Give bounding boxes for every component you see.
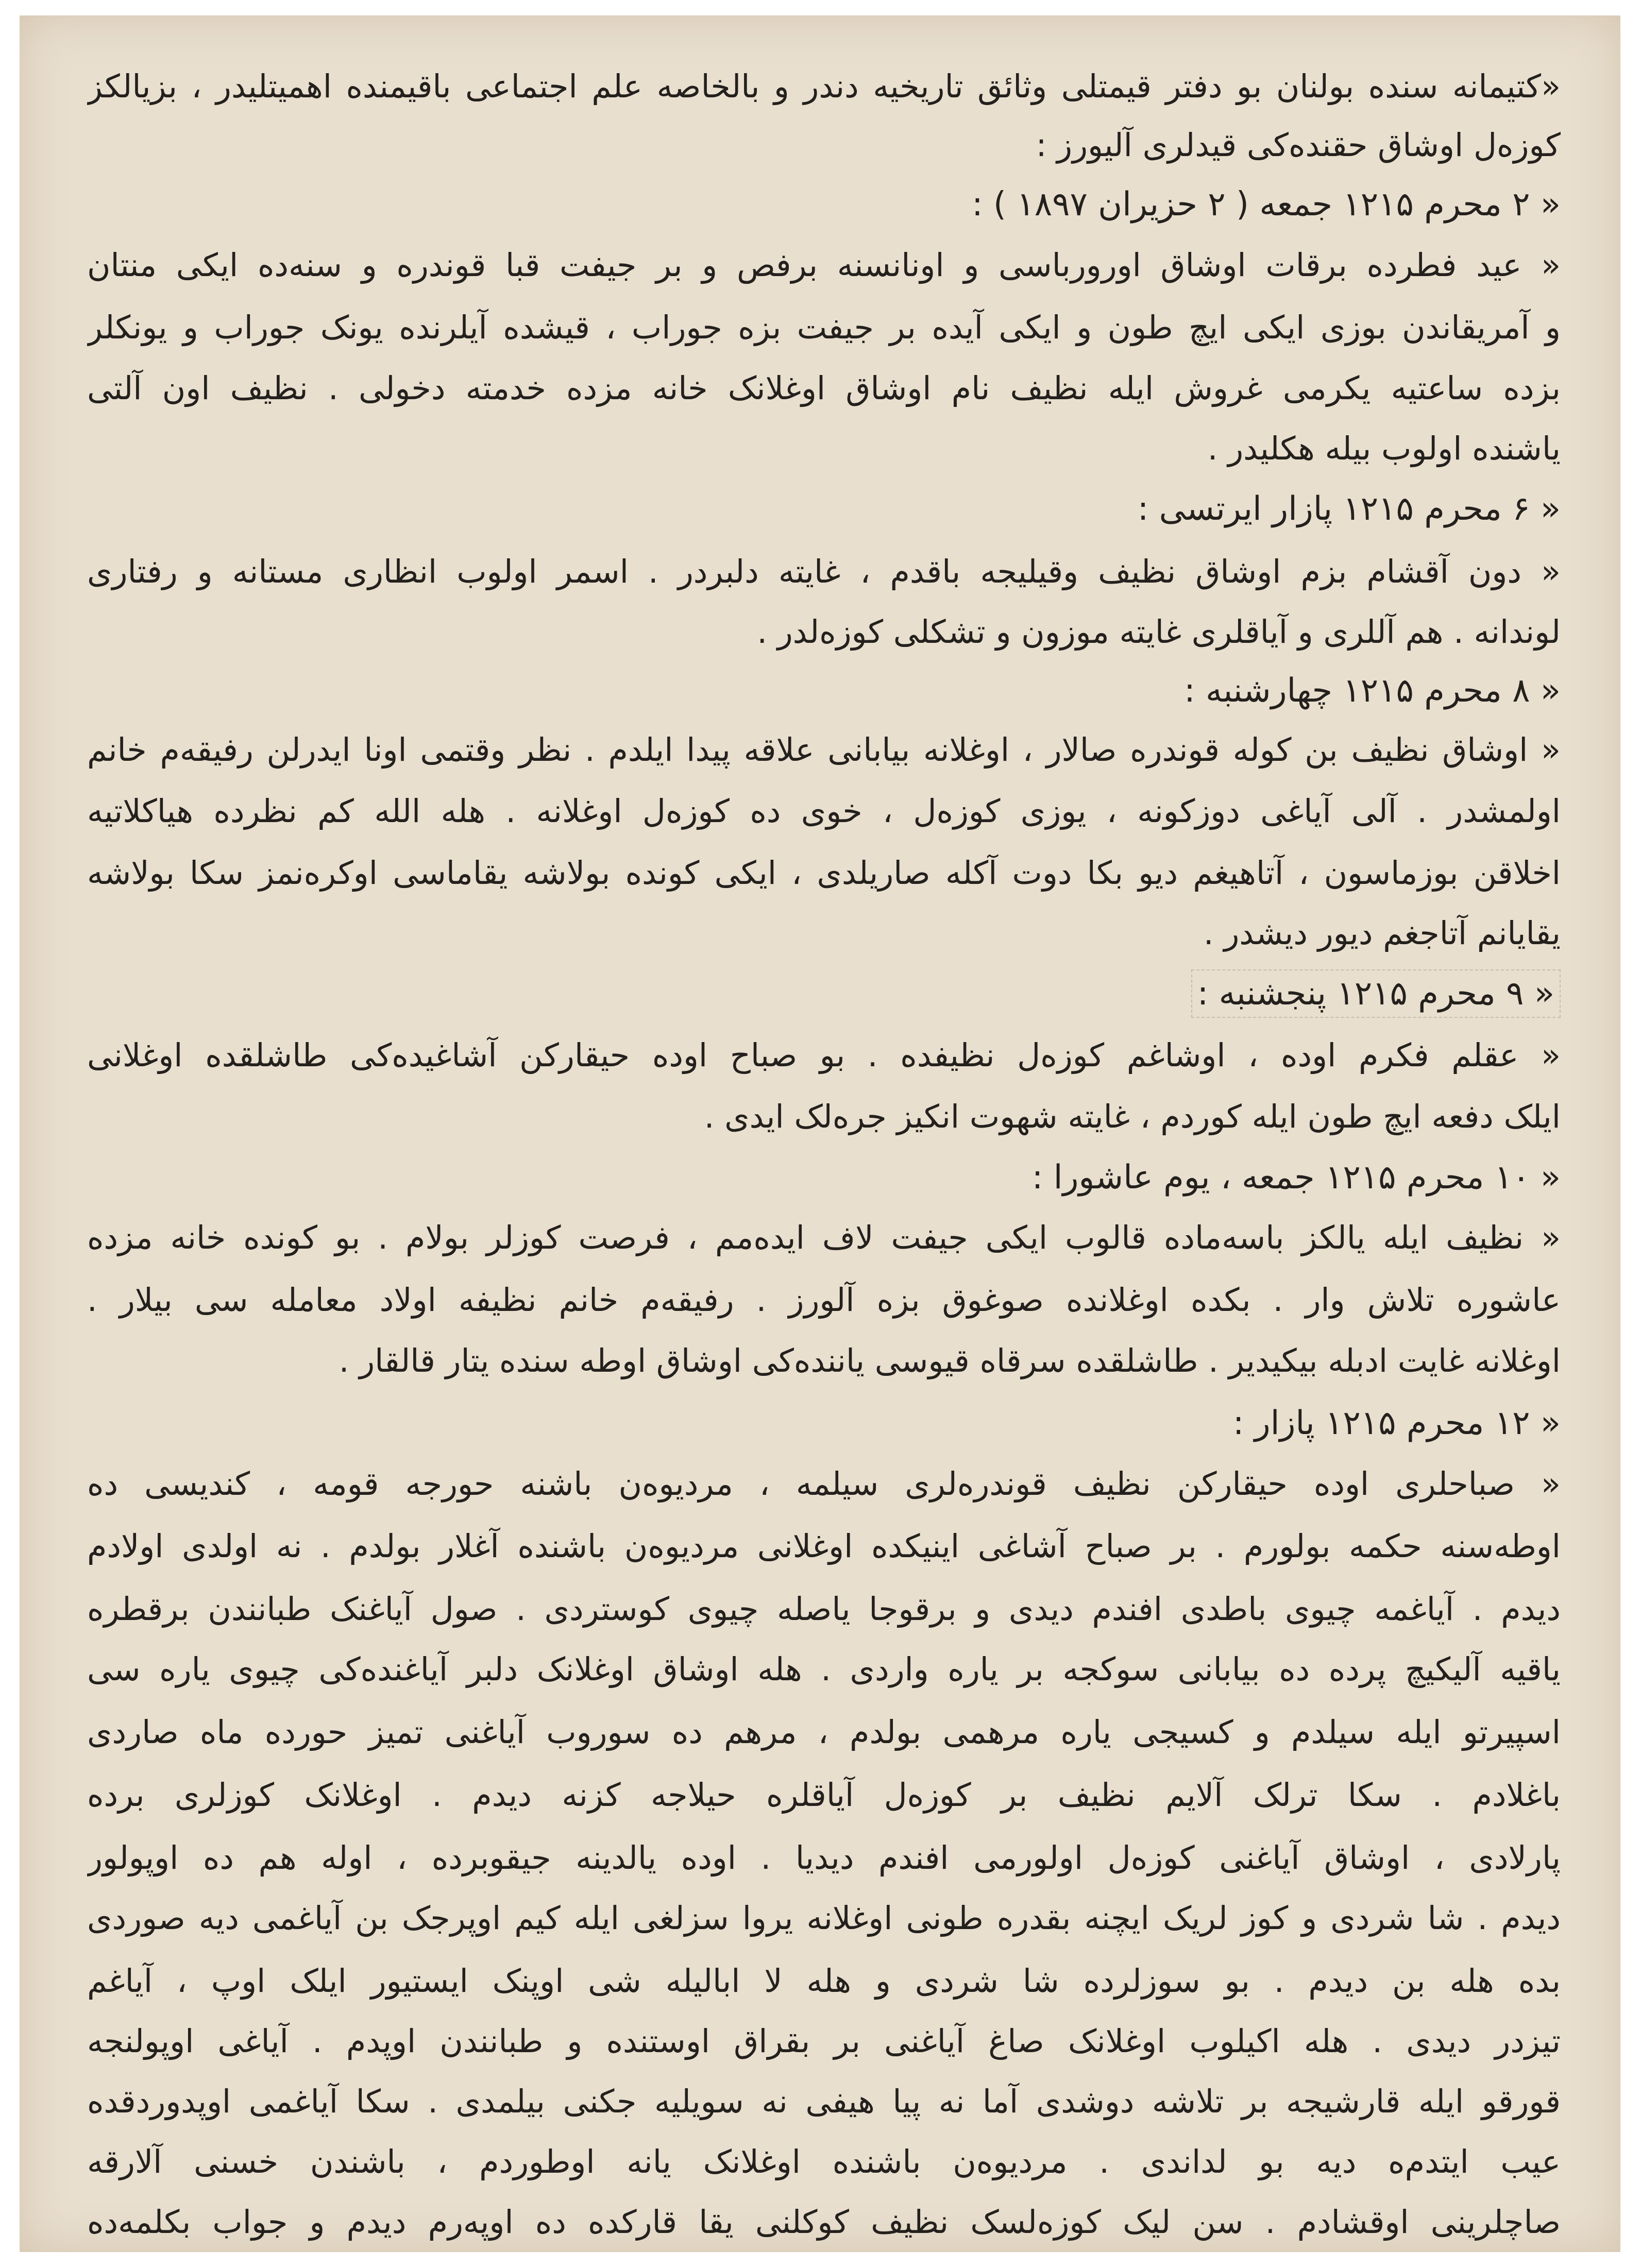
manuscript-line bbox=[87, 1518, 1561, 1575]
manuscript-page bbox=[20, 15, 1620, 2252]
manuscript-line bbox=[87, 117, 1561, 174]
line-text: « اوشاق نظیف بن کوله قوندره صالار ، اوغلانه بیابانی علاقه پیدا ایلدم . نظر وقتمی اونا ایدرلن رفیقه‌م خانم bbox=[87, 731, 1561, 769]
manuscript-line bbox=[87, 604, 1561, 660]
manuscript-line bbox=[87, 2134, 1561, 2190]
line-text: و آمریقاندن بوزی ایکی ایچ طون و ایکی آیده بر جیفت بزه جوراب ، قیشده آیلرنده یونک جوراب و یونکلر bbox=[87, 309, 1561, 347]
line-text: « ۹ محرم ۱۲۱۵ پنجشنبه : bbox=[1191, 969, 1561, 1018]
line-text: اخلاقن بوزماسون ، آتاهیغم دیو بکا دوت آکله صاریلدی ، ایکی کونده بولاشه یقاماسی اوکره‌نمز سکا بولاشه bbox=[87, 854, 1561, 892]
line-text: باغلادم . سکا ترلک آلایم نظیف بر کوزه‌ل آیاقلره حیلاجه کزنه دیدم . اوغلانک کوزلری برده bbox=[87, 1776, 1561, 1814]
line-text: عاشوره تلاش وار . بکده اوغلانده صوغوق بزه آلورز . رفیقه‌م خانم نظیفه اولاد معامله سی بیلار . bbox=[87, 1281, 1561, 1319]
entry-date-heading bbox=[87, 1395, 1561, 1452]
line-text: دیدم . شا شردی و کوز لریک ایچنه بقدره طونی اوغلانه یروا سزلغی ایله کیم اوپرجک بن آیاغمی دیه صوردی bbox=[87, 1899, 1561, 1937]
line-text: کوزه‌ل اوشاق حقنده‌کی قیدلری آلیورز : bbox=[1036, 126, 1561, 164]
entry-date-heading bbox=[87, 176, 1561, 233]
manuscript-line bbox=[87, 1830, 1561, 1886]
line-text: « عید فطرده برقات اوشاق اورورباسی و اونانسنه برفص و بر جیفت قبا قوندره و سنه‌ده ایکی منتان bbox=[87, 246, 1561, 284]
entry-date-heading bbox=[87, 1149, 1561, 1206]
manuscript-line bbox=[87, 237, 1561, 294]
manuscript-line bbox=[87, 2073, 1561, 2130]
line-text: اولمشدر . آلی آیاغی دوزکونه ، یوزی کوزه‌ل ، خوی ده کوزه‌ل اوغلانه . هله الله کم نظرده هیاکلاتیه bbox=[87, 792, 1561, 830]
manuscript-line bbox=[87, 783, 1561, 840]
line-text: قورقو ایله قارشیجه بر تلاشه دوشدی آما نه پیا هیفی نه سویلیه جکنی بیلمدی . سکا آیاغمی اوپدوردقده bbox=[87, 2082, 1561, 2120]
manuscript-line bbox=[87, 1890, 1561, 1947]
manuscript-line bbox=[87, 420, 1561, 477]
line-text: یاقیه آلیکیچ پرده ده بیابانی سوکجه بر یاره واردی . هله اوشاق اوغلانک دلبر آیاغنده‌کی چیوی یاره سی bbox=[87, 1650, 1561, 1689]
line-text: بزده ساعتیه یکرمی غروش ایله نظیف نام اوشاق اوغلانک خانه مزده خدمته دخولی . نظیف اون آلتی bbox=[87, 369, 1561, 407]
manuscript-line bbox=[87, 1209, 1561, 1266]
handwritten-text-block bbox=[87, 67, 1561, 2241]
manuscript-line bbox=[87, 299, 1561, 356]
manuscript-line bbox=[87, 1456, 1561, 1512]
line-text: « نظیف ایله یالکز باسه‌ماده قالوب ایکی جیفت لاف ایده‌مم ، فرصت کوزلر بولام . بو کونده خانه مزده bbox=[87, 1218, 1561, 1256]
line-text: بده هله بن دیدم . بو سوزلرده شا شردی و هله لا ابالیله شی اوپنک ایستیور ایلک اوپ ، آیاغم bbox=[87, 1962, 1561, 2000]
manuscript-line bbox=[87, 1272, 1561, 1328]
manuscript-line bbox=[87, 905, 1561, 962]
manuscript-line bbox=[87, 2013, 1561, 2070]
line-text: عیب ایتدم‌ه دیه بو لداندی . مردیوه‌ن باشنده اوغلانک یانه اوطوردم ، باشندن خسنی آلارقه bbox=[87, 2142, 1561, 2180]
manuscript-line bbox=[87, 1767, 1561, 1823]
manuscript-line bbox=[87, 2194, 1561, 2250]
line-text: دیدم . آیاغمه چیوی باطدی افندم دیدی و برقوجا یاصله چیوی کوستردی . صول آیاغنک طبانندن برقطره bbox=[87, 1590, 1561, 1628]
line-text: یاشنده اولوب بیله هکلیدر . bbox=[1207, 429, 1561, 467]
manuscript-line bbox=[87, 1641, 1561, 1698]
line-text: یقایانم آتاجغم دیور دیشدر . bbox=[1203, 914, 1561, 952]
line-text: «کتیمانه سنده بولنان بو دفتر قیمتلی وثائق تاریخیه دندر و بالخاصه علم اجتماعی باقیمنده اهمیتلیدر ، بزیالکز bbox=[87, 67, 1561, 105]
entry-date-heading bbox=[87, 481, 1561, 537]
line-text: « ۲ محرم ۱۲۱۵ جمعه ( ۲ حزیران ۱۸۹۷ ) : bbox=[972, 185, 1561, 224]
line-text: « ۱۰ محرم ۱۲۱۵ جمعه ، یوم عاشورا : bbox=[1031, 1158, 1561, 1197]
manuscript-line bbox=[87, 1704, 1561, 1761]
line-text: اوطه‌سنه حکمه بولورم . بر صباح آشاغی اینیکده اوغلانی مردیوه‌ن باشنده آغلار بولدم . نه اولدی اولادم bbox=[87, 1527, 1561, 1565]
line-text: اوغلانه غایت ادبله بیکیدیر . طاشلقده سرقاه قیوسی یاننده‌کی اوشاق اوطه سنده یتار قالقار . bbox=[339, 1341, 1561, 1379]
line-text: « صباحلری اوده حیقارکن نظیف قوندره‌لری سیلمه ، مردیوه‌ن باشنه حورجه قومه ، کندیسی ده bbox=[87, 1464, 1561, 1503]
line-text: « دون آقشام بزم اوشاق نظیف وقیلیجه باقدم ، غایته دلبردر . اسمر اولوب انظاری مستانه و رفتاری bbox=[87, 552, 1561, 590]
entry-date-heading bbox=[87, 965, 1561, 1022]
line-text: « ۱۲ محرم ۱۲۱۵ پازار : bbox=[1232, 1404, 1561, 1443]
manuscript-line bbox=[87, 1333, 1561, 1389]
line-text: « ۶ محرم ۱۲۱۵ پازار ایرتسی : bbox=[1137, 489, 1561, 528]
line-text: « عقلم فکرم اوده ، اوشاغم کوزه‌ل نظیفده . بو صباح اوده حیقارکن آشاغیده‌کی طاشلقده اوغلانی bbox=[87, 1036, 1561, 1075]
manuscript-line bbox=[87, 1027, 1561, 1084]
entry-date-heading bbox=[87, 662, 1561, 719]
manuscript-line bbox=[87, 543, 1561, 600]
manuscript-line bbox=[87, 722, 1561, 778]
line-text: تیزدر دیدی . هله اکیلوب اوغلانک صاغ آیاغنی بر بقراق اوستنده و طبانندن اوپدم . آیاغی اوپولنجه bbox=[87, 2022, 1561, 2060]
line-text: اسپیرتو ایله سیلدم و کسیجی یاره مرهمی بولدم ، مرهم ده سوروب آیاغنی تمیز حورده ماه صاردی bbox=[87, 1713, 1561, 1751]
line-text: صاچلرینی اوقشادم . سن لیک کوزه‌لسک نظیف کوکلنی یقا قارکده ده اوپه‌رم دیدم و جواب بکلمه‌ده bbox=[87, 2203, 1561, 2241]
line-text: « ۸ محرم ۱۲۱۵ چهارشنبه : bbox=[1184, 672, 1561, 710]
line-text: ایلک دفعه ایچ طون ایله کوردم ، غایته شهوت انکیز جره‌لک ایدی . bbox=[704, 1098, 1561, 1136]
line-text: پارلادی ، اوشاق آیاغنی کوزه‌ل اولورمی افندم دیدیا . اوده یالدینه جیقوبرده ، اوله هم ده اوپولور bbox=[87, 1838, 1561, 1877]
manuscript-line bbox=[87, 1953, 1561, 2009]
manuscript-line bbox=[87, 845, 1561, 901]
manuscript-line bbox=[87, 1581, 1561, 1638]
line-text: لوندانه . هم آللری و آیاقلری غایته موزون و تشکلی کوزه‌لدر . bbox=[757, 612, 1561, 651]
manuscript-line bbox=[87, 1088, 1561, 1145]
manuscript-line bbox=[87, 58, 1561, 115]
manuscript-line bbox=[87, 360, 1561, 417]
